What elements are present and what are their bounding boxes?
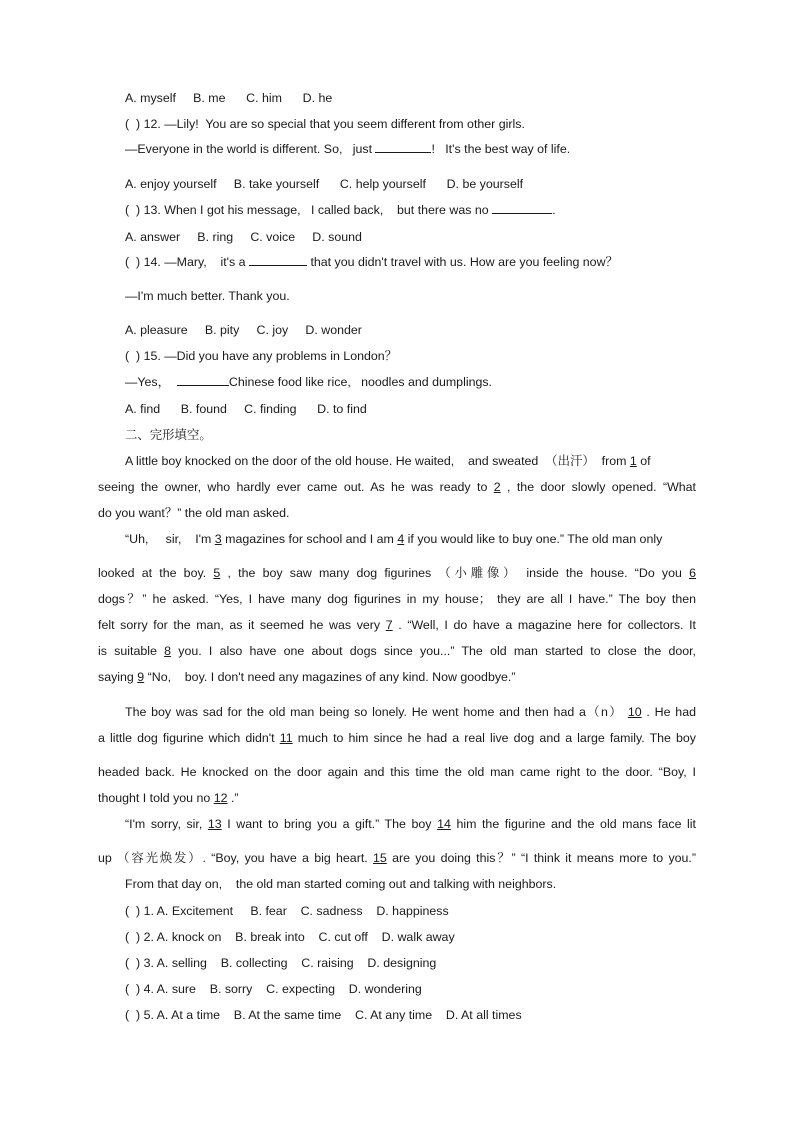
blank-number: 4 (397, 532, 405, 546)
blank-number: 12 (213, 791, 228, 805)
passage-line: From that day on, the old man started coming out and talking with neighbors. (125, 877, 557, 891)
blank-number: 5 (213, 566, 221, 580)
cloze-option-2: ( ) 2. A. knock on B. break into C. cut off D. walk away (125, 930, 455, 944)
answer-blank (249, 254, 307, 266)
blank-number: 11 (279, 731, 293, 745)
answer-blank (492, 202, 552, 214)
passage-text: I want to bring you a gift.” The boy (221, 817, 438, 831)
passage-line (125, 531, 662, 547)
q15-reply-after: Chinese food like rice, noodles and dumplings. (228, 375, 493, 389)
passage-text: “I'm sorry, sir, (125, 817, 208, 831)
passage-text: saying (98, 670, 138, 684)
q15-options: A. find B. found C. finding D. to find (125, 402, 367, 416)
passage-text: him the figurine and the old mans face lit (450, 817, 696, 831)
cloze-option-3: ( ) 3. A. selling B. collecting C. raising D. designing (125, 956, 437, 970)
q14-prompt (125, 254, 618, 270)
passage-text: “No, boy. I don't need any magazines of any kind. Now goodbye.” (144, 670, 516, 684)
passage-line (125, 816, 696, 832)
passage-text: The boy was sad for the old man being so lonely. He went home and then had a（n） (125, 705, 628, 719)
cloze-option-1: ( ) 1. A. Excitement B. fear C. sadness D. happiness (125, 904, 449, 918)
passage-text: is suitable (98, 644, 165, 658)
blank-number: 13 (207, 817, 222, 831)
blank-number: 7 (385, 618, 393, 632)
passage-text: you. I also have one about dogs since you...” The old man started to close the door, (171, 644, 697, 658)
passage-text: thought I told you no (98, 791, 214, 805)
passage-line (98, 617, 696, 633)
passage-line (98, 565, 696, 581)
passage-line (98, 479, 696, 495)
passage-text: up （容光焕发）. “Boy, you have a big heart. (98, 851, 373, 865)
blank-number: 15 (373, 851, 387, 865)
q14-reply: —I'm much better. Thank you. (125, 289, 290, 303)
blank-number: 14 (437, 817, 451, 831)
q13-prompt (125, 202, 556, 218)
passage-line (98, 730, 696, 746)
passage-text: “Uh, sir, I'm (125, 532, 215, 546)
q13-options: A. answer B. ring C. voice D. sound (125, 230, 362, 244)
blank-number: 1 (629, 454, 637, 468)
blank-number: 3 (214, 532, 222, 546)
passage-line (125, 453, 651, 469)
passage-line: dogs？” he asked. “Yes, I have many dog figurines in my house； they are all I have.” The boy then (98, 592, 696, 606)
q12-reply-before: —Everyone in the world is different. So, just (125, 142, 376, 156)
passage-line (98, 850, 696, 866)
passage-text: if you would like to buy one.” The old man only (404, 532, 663, 546)
q13-prompt-before: ( ) 13. When I got his message, I called back, but there was no (125, 203, 493, 217)
blank-number: 9 (137, 670, 145, 684)
passage-line (98, 643, 696, 659)
passage-text: much to him since he had a real live dog and a large family. The boy (292, 731, 696, 745)
passage-line (98, 790, 239, 806)
q15-prompt: ( ) 15. —Did you have any problems in London？ (125, 349, 398, 363)
passage-text: . He had (641, 705, 696, 719)
section-heading-cloze: 二、完形填空。 (125, 428, 212, 442)
blank-number: 6 (689, 566, 696, 580)
passage-text: , the boy saw many dog figurines （小雕像） inside the house. “Do you (220, 566, 690, 580)
passage-text: looked at the boy. (98, 566, 214, 580)
passage-text: . “Well, I do have a magazine here for collectors. It (392, 618, 696, 632)
answer-blank (177, 374, 229, 386)
cloze-option-4: ( ) 4. A. sure B. sorry C. expecting D. wondering (125, 982, 422, 996)
passage-text: a little dog figurine which didn't (98, 731, 280, 745)
q14-options: A. pleasure B. pity C. joy D. wonder (125, 323, 362, 337)
passage-text: .” (227, 791, 239, 805)
passage-line (98, 669, 516, 685)
q14-prompt-after: that you didn't travel with us. How are you feeling now？ (307, 255, 618, 269)
passage-line (125, 704, 696, 720)
answer-blank (375, 141, 431, 153)
passage-text: magazines for school and I am (221, 532, 398, 546)
q14-prompt-before: ( ) 14. —Mary, it's a (125, 255, 249, 269)
passage-line: headed back. He knocked on the door again and this time the old man came right to the door. “Boy, I (98, 765, 696, 779)
passage-line: do you want？” the old man asked. (98, 506, 290, 520)
passage-text: , the door slowly opened. “What (500, 480, 696, 494)
passage-text: A little boy knocked on the door of the old house. He waited, and sweated （出汗） from (125, 454, 630, 468)
passage-text: felt sorry for the man, as it seemed he was very (98, 618, 386, 632)
blank-number: 10 (627, 705, 642, 719)
q13-prompt-after: . (552, 203, 556, 217)
passage-text: of (636, 454, 651, 468)
passage-text: are you doing this？” “I think it means more to you.” (386, 851, 696, 865)
q15-reply-before: —Yes， (125, 375, 177, 389)
q12-reply (125, 141, 570, 157)
cloze-option-5: ( ) 5. A. At a time B. At the same time C. At any time D. At all times (125, 1008, 522, 1022)
q15-reply (125, 374, 492, 390)
blank-number: 8 (164, 644, 172, 658)
q12-prompt: ( ) 12. —Lily! You are so special that you seem different from other girls. (125, 117, 525, 131)
passage-text: seeing the owner, who hardly ever came out. As he was ready to (98, 480, 494, 494)
q12-options: A. enjoy yourself B. take yourself C. help yourself D. be yourself (125, 177, 524, 191)
q11-options: A. myself B. me C. him D. he (125, 91, 333, 105)
blank-number: 2 (493, 480, 501, 494)
q12-reply-after: ! It's the best way of life. (431, 142, 571, 156)
